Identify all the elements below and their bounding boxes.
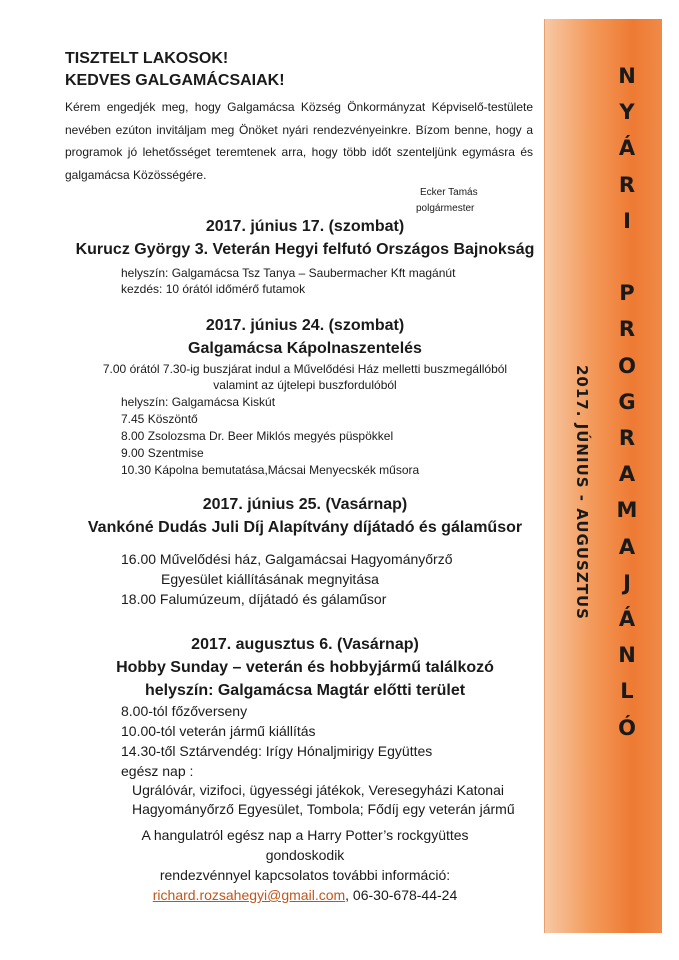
footer-line-1: A hangulatról egész nap a Harry Potter’s rockgyüttes: [141, 827, 469, 843]
signature-name: Ecker Tamás: [420, 187, 478, 198]
title-letter: N: [618, 643, 636, 668]
sidebar-edge: [544, 19, 545, 933]
event3-title: Vankóné Dudás Juli Díj Alapítvány díjátadó és gálaműsor: [87, 519, 523, 536]
title-letter: Ó: [618, 715, 636, 740]
orange-sidebar: [544, 19, 662, 933]
title-letter: Á: [618, 136, 636, 161]
intro-paragraph: Kérem engedjék meg, hogy Galgamácsa Község Önkormányzat Képviselő-testülete nevében ezúton invitáljam meg Önöket nyári rendezvényeinkre. Bízom benne, hogy a programok jó lehetősséget teremtenek arra, hogy több időt szenteljünk egymásra és galgamácsa Közösségére.: [65, 100, 533, 182]
event2-title: Galgamácsa Kápolnaszentelés: [188, 340, 422, 357]
title-letter: R: [618, 317, 636, 342]
footer-line-2: gondoskodik: [265, 847, 345, 863]
event4-line: Ugrálóvár, vizifoci, ügyességi játékok, Veresegyházi Katonai: [132, 782, 504, 798]
event4-title: Hobby Sunday – veterán és hobbyjármű találkozó: [116, 659, 494, 676]
event2-line: helyszín: Galgamácsa Kiskút: [121, 395, 276, 409]
footer-contact: [70, 887, 540, 903]
event4-venue: helyszín: Galgamácsa Magtár előtti terület: [144, 682, 466, 699]
vertical-dates: 2017. JÚNIUS - AUGUSZTUS: [573, 365, 591, 620]
title-letter: R: [618, 426, 636, 451]
event3-line: 18.00 Falumúzeum, díjátadó és gálaműsor: [121, 591, 387, 607]
event1-date: 2017. június 17. (szombat): [205, 218, 405, 235]
title-letter: [612, 239, 642, 275]
event2-bus-line-2: valamint az újtelepi buszfordulóból: [213, 378, 397, 392]
title-letter: A: [618, 462, 636, 487]
event4-line: Hagyományőrző Egyesület, Tombola; Fődíj egy veterán jármű: [132, 801, 515, 817]
event3-line: Egyesület kiállításának megnyitása: [161, 571, 379, 587]
title-letter: Á: [618, 607, 636, 632]
greeting-line-2: KEDVES GALGAMÁCSAIAK!: [65, 72, 285, 89]
title-letter: I: [623, 208, 631, 233]
title-letter: J: [623, 570, 631, 595]
title-letter: P: [619, 281, 635, 306]
footer-line-3: rendezvénnyel kapcsolatos további információ:: [159, 867, 451, 883]
title-letter: Y: [619, 100, 635, 125]
phone-number: , 06-30-678-44-24: [345, 887, 458, 903]
title-letter: R: [618, 172, 636, 197]
title-letter: G: [618, 389, 636, 414]
event3-date: 2017. június 25. (Vasárnap): [202, 496, 408, 513]
event4-date: 2017. augusztus 6. (Vasárnap): [191, 636, 419, 653]
title-letter: M: [616, 498, 638, 523]
event2-line: 7.45 Köszöntő: [121, 412, 198, 426]
event2-line: 9.00 Szentmise: [121, 446, 204, 460]
event4-line: 8.00-tól főzőverseny: [121, 703, 248, 719]
vertical-title: [612, 58, 642, 746]
title-letter: L: [620, 679, 634, 704]
title-letter: O: [618, 353, 636, 378]
event1-title: Kurucz György 3. Veterán Hegyi felfutó Országos Bajnokság: [75, 241, 535, 258]
event4-line: egész nap :: [121, 763, 194, 779]
title-letter: N: [618, 64, 636, 88]
email-link[interactable]: richard.rozsahegyi@gmail.com: [152, 887, 346, 903]
event1-line: kezdés: 10 órától időmérő futamok: [121, 282, 306, 296]
event2-line: 8.00 Zsolozsma Dr. Beer Miklós megyés püspökkel: [121, 429, 394, 443]
signature-title: polgármester: [416, 203, 475, 214]
event4-line: 14.30-től Sztárvendég: Irígy Hónaljmirigy Együttes: [121, 743, 433, 759]
event1-line: helyszín: Galgamácsa Tsz Tanya – Saubermacher Kft magánút: [121, 266, 456, 280]
event3-line: 16.00 Művelődési ház, Galgamácsai Hagyományőrző: [121, 551, 453, 567]
event2-date: 2017. június 24. (szombat): [205, 317, 405, 334]
event2-bus-line-1: 7.00 órától 7.30-ig buszjárat indul a Művelődési Ház melletti buszmegállóból: [102, 362, 508, 376]
event4-line: 10.00-tól veterán jármű kiállítás: [121, 723, 316, 739]
event2-line: 10.30 Kápolna bemutatása,Mácsai Menyecskék műsora: [121, 463, 420, 477]
greeting-line-1: TISZTELT LAKOSOK!: [65, 50, 229, 67]
title-letter: A: [618, 534, 636, 559]
